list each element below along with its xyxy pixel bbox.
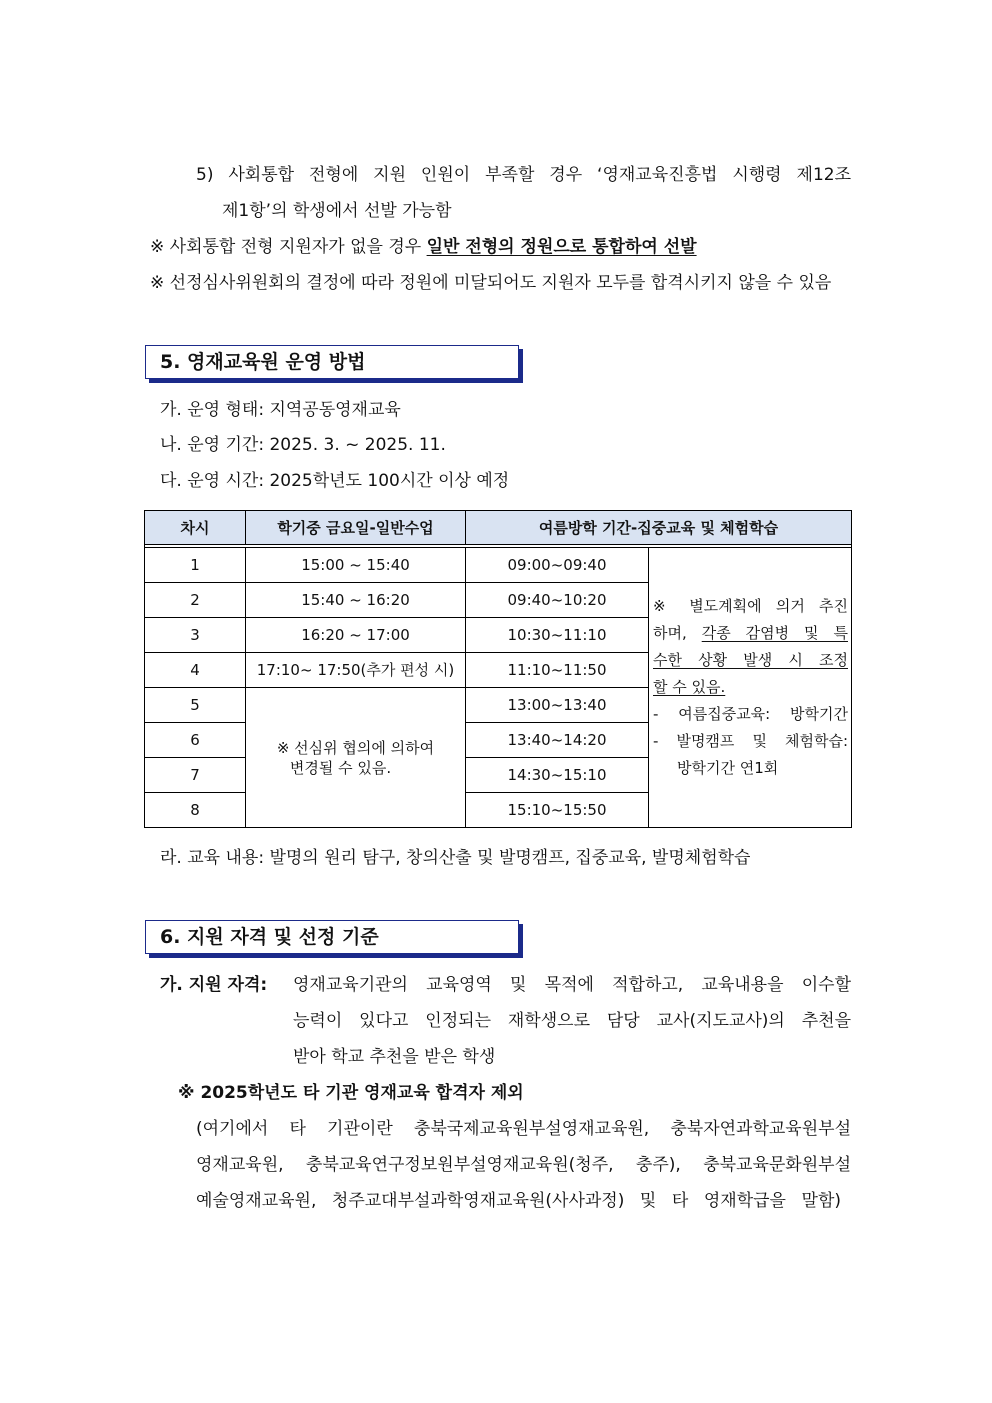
summer-time: 15:10~15:50	[466, 793, 649, 828]
session-no: 7	[145, 758, 246, 793]
semester-time: 15:00 ~ 15:40	[246, 548, 466, 583]
semester-time: 15:40 ~ 16:20	[246, 583, 466, 618]
side-note-line-5: - 여름집중교육: 방학기간	[653, 705, 848, 723]
section-5-title: 5. 영재교육원 운영 방법	[160, 351, 366, 373]
item-5-line-2: 제1항’의 학생에서 선발 가능함	[222, 201, 452, 221]
session-no: 3	[145, 618, 246, 653]
table-row	[145, 548, 852, 583]
header-summer: 여름방학 기간-집중교육 및 체험학습	[466, 511, 852, 545]
eligibility-line-2: 능력이 있다고 인정되는 재학생으로 담당 교사(지도교사)의 추천을	[293, 1011, 851, 1031]
header-session: 차시	[145, 511, 246, 545]
item-5-line-1: 5) 사회통합 전형에 지원 인원이 부족할 경우 ‘영재교육진흥법 시행령 제12조	[196, 165, 851, 185]
side-note-line-3: 수한 상황 발생 시 조정	[653, 651, 848, 669]
summer-time: 09:00~09:40	[466, 548, 649, 583]
semester-merged-note	[246, 688, 466, 828]
semester-time: 17:10~ 17:50(추가 편성 시)	[246, 653, 466, 688]
side-note-line-4: 할 수 있음.	[653, 678, 726, 696]
session-no: 2	[145, 583, 246, 618]
item-da-operation-hours: 다. 운영 시간: 2025학년도 100시간 이상 예정	[160, 471, 510, 491]
header-semester: 학기중 금요일-일반수업	[246, 511, 466, 545]
exclusion-detail-line-2: 영재교육원, 충북교육연구정보원부설영재교육원(청주, 충주), 충북교육문화원부설	[196, 1155, 851, 1175]
side-note-line-2: 하며, 각종 감염병 및 특	[653, 624, 848, 642]
summer-time: 13:40~14:20	[466, 723, 649, 758]
exclusion-detail-line-1: (여기에서 타 기관이란 충북국제교육원부설영재교육원, 충북자연과학교육원부설	[196, 1119, 851, 1139]
semester-time: 16:20 ~ 17:00	[246, 618, 466, 653]
summer-time: 10:30~11:10	[466, 618, 649, 653]
summer-side-note	[649, 548, 852, 828]
summer-time: 13:00~13:40	[466, 688, 649, 723]
session-no: 1	[145, 548, 246, 583]
exclusion-detail-line-3: 예술영재교육원, 청주교대부설과학영재교육원(사사과정) 및 타 영재학급을 말함)	[196, 1191, 841, 1211]
exclusion-note: ※ 2025학년도 타 기관 영재교육 합격자 제외	[178, 1083, 524, 1103]
section-6-heading	[145, 920, 519, 954]
session-no: 5	[145, 688, 246, 723]
table-header-row	[145, 511, 852, 545]
session-no: 4	[145, 653, 246, 688]
eligibility-line-3: 받아 학교 추천을 받은 학생	[293, 1047, 496, 1067]
item-na-operation-period: 나. 운영 기간: 2025. 3. ~ 2025. 11.	[160, 435, 446, 455]
section-6-title: 6. 지원 자격 및 선정 기준	[160, 926, 379, 948]
item-ra-education-content: 라. 교육 내용: 발명의 원리 탐구, 창의산출 및 발명캠프, 집중교육, 발명체험학습	[160, 848, 751, 868]
side-note-line-7: 방학기간 연1회	[677, 759, 779, 777]
summer-time: 11:10~11:50	[466, 653, 649, 688]
note-emphasis: 일반 전형의 정원으로 통합하여 선발	[426, 237, 697, 257]
merged-note-line-2: 변경될 수 있음.	[289, 758, 392, 777]
summer-time: 09:40~10:20	[466, 583, 649, 618]
session-no: 6	[145, 723, 246, 758]
side-note-line-6: - 발명캠프 및 체험학습:	[653, 732, 848, 750]
merged-note-line-1: ※ 선심위 협의에 의하여	[276, 738, 435, 757]
session-no: 8	[145, 793, 246, 828]
note-selection-committee: ※ 선정심사위원회의 결정에 따라 정원에 미달되어도 지원자 모두를 합격시키지 않을 수 있음	[150, 273, 832, 293]
item-ga-operation-type: 가. 운영 형태: 지역공동영재교육	[160, 400, 401, 420]
eligibility-line-1: 영재교육기관의 교육영역 및 목적에 적합하고, 교육내용을 이수할	[293, 975, 851, 995]
note-text: ※ 사회통합 전형 지원자가 없을 경우	[150, 237, 427, 257]
note-social-integration	[150, 235, 697, 259]
section-5-heading	[145, 345, 519, 379]
schedule-table	[144, 510, 851, 828]
side-note-underlined: 각종 감염병 및 특	[701, 624, 848, 642]
item-ga-eligibility-label: 가. 지원 자격:	[160, 975, 268, 995]
side-note-line-1: ※ 별도계획에 의거 추진	[653, 597, 848, 615]
summer-time: 14:30~15:10	[466, 758, 649, 793]
